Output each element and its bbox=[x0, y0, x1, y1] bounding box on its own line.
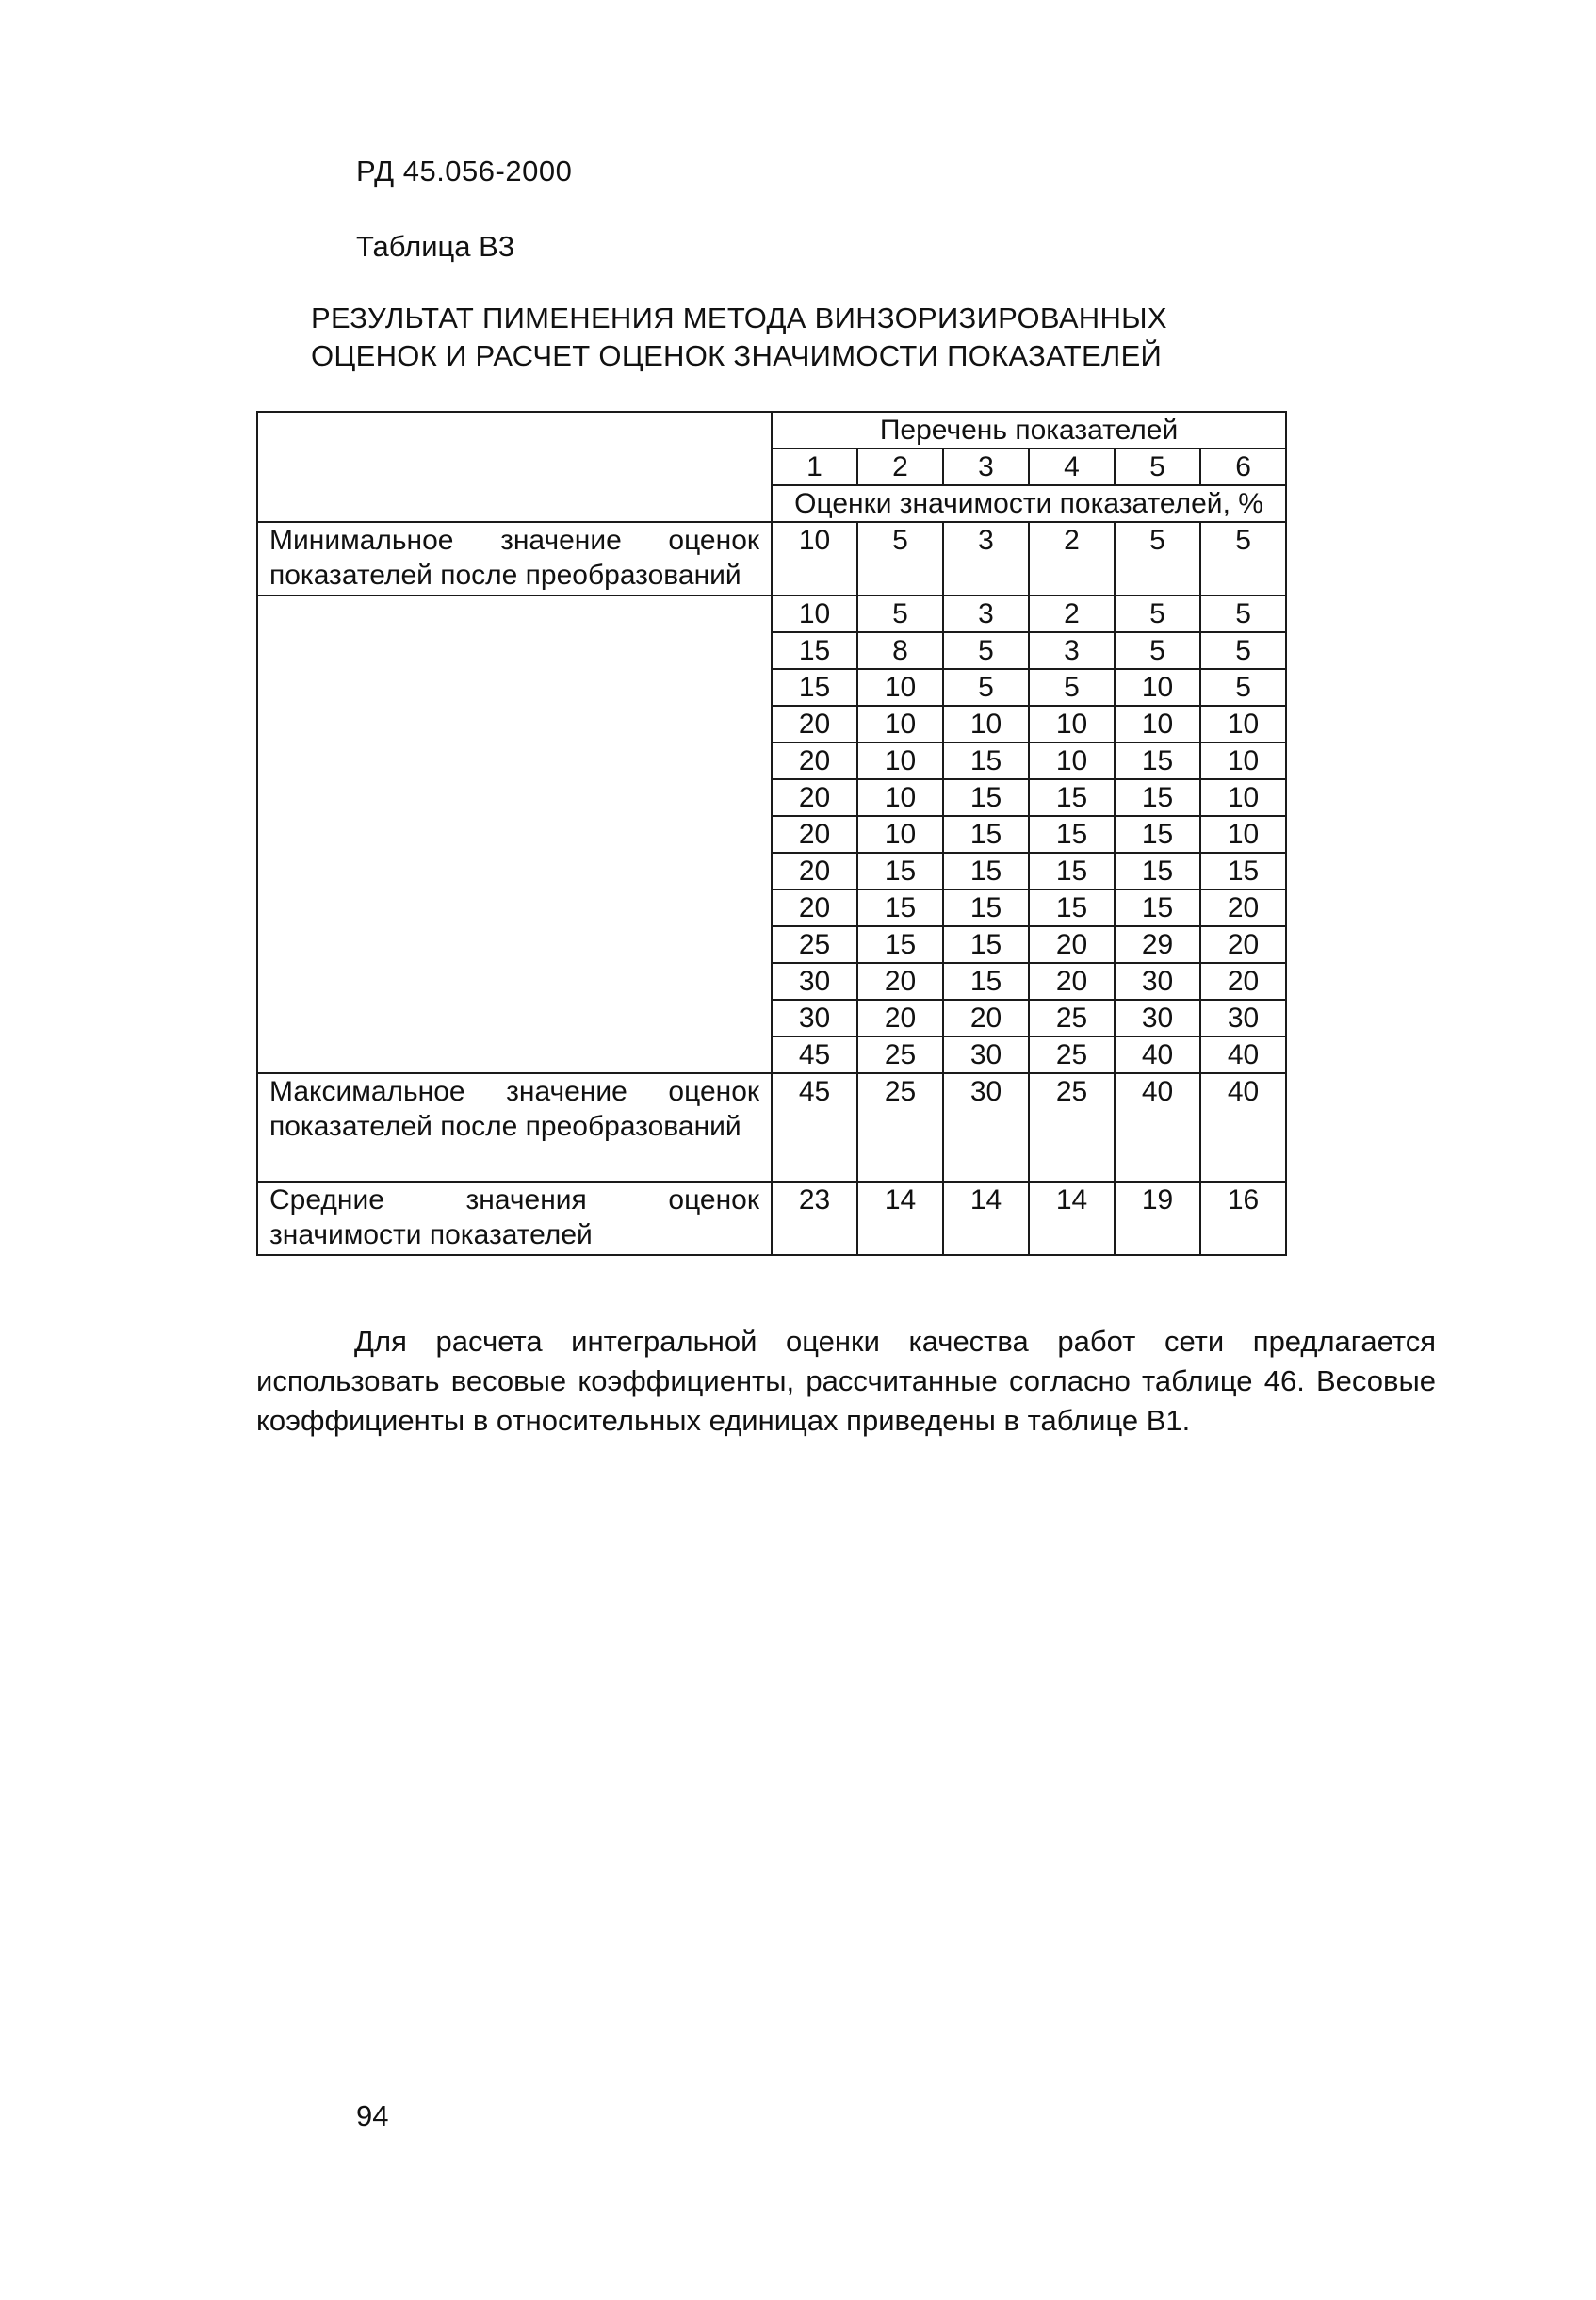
avg-value-cell: 14 bbox=[943, 1182, 1029, 1255]
table-cell: 10 bbox=[857, 742, 943, 779]
table-cell: 15 bbox=[1200, 853, 1286, 889]
max-value-cell: 25 bbox=[1029, 1073, 1115, 1182]
table-cell: 20 bbox=[1200, 889, 1286, 926]
avg-value-cell: 23 bbox=[772, 1182, 857, 1255]
table-cell: 15 bbox=[1029, 853, 1115, 889]
table-cell: 20 bbox=[772, 816, 857, 853]
table-cell: 20 bbox=[857, 963, 943, 1000]
column-number-cell: 3 bbox=[943, 449, 1029, 485]
table-cell: 25 bbox=[772, 926, 857, 963]
min-value-cell: 3 bbox=[943, 522, 1029, 595]
table-cell: 5 bbox=[943, 669, 1029, 706]
table-cell: 15 bbox=[857, 889, 943, 926]
max-value-cell: 25 bbox=[857, 1073, 943, 1182]
min-values-row bbox=[257, 522, 1286, 595]
table-cell: 29 bbox=[1115, 926, 1200, 963]
table-cell: 20 bbox=[943, 1000, 1029, 1036]
min-label-cell: Минимальное значение оценок показателей после преобразований bbox=[257, 522, 772, 595]
min-value-cell: 5 bbox=[857, 522, 943, 595]
avg-value-cell: 14 bbox=[1029, 1182, 1115, 1255]
table-cell: 20 bbox=[1029, 926, 1115, 963]
table-cell: 30 bbox=[772, 1000, 857, 1036]
table-cell: 5 bbox=[1115, 632, 1200, 669]
table-cell: 30 bbox=[1115, 963, 1200, 1000]
table-cell: 15 bbox=[857, 853, 943, 889]
table-cell: 15 bbox=[857, 926, 943, 963]
table-cell: 25 bbox=[857, 1036, 943, 1073]
table-cell: 10 bbox=[1200, 816, 1286, 853]
table-title-line-1: РЕЗУЛЬТАТ ПИМЕНЕНИЯ МЕТОДА ВИНЗОРИЗИРОВАННЫХ bbox=[311, 302, 1167, 334]
table-cell: 30 bbox=[772, 963, 857, 1000]
table-cell: 15 bbox=[1029, 889, 1115, 926]
table-cell: 25 bbox=[1029, 1000, 1115, 1036]
avg-value-cell: 16 bbox=[1200, 1182, 1286, 1255]
table-title bbox=[311, 300, 1167, 375]
table-cell: 15 bbox=[1115, 853, 1200, 889]
table-cell: 15 bbox=[943, 963, 1029, 1000]
table-cell: 15 bbox=[1029, 816, 1115, 853]
table-cell: 5 bbox=[1200, 632, 1286, 669]
max-label-cell: Максимальное значение оценок показателей после преобразований bbox=[257, 1073, 772, 1182]
table-cell: 15 bbox=[943, 779, 1029, 816]
max-value-cell: 40 bbox=[1200, 1073, 1286, 1182]
table-cell: 20 bbox=[772, 706, 857, 742]
max-value-cell: 40 bbox=[1115, 1073, 1200, 1182]
table-cell: 20 bbox=[1029, 963, 1115, 1000]
max-value-cell: 30 bbox=[943, 1073, 1029, 1182]
table-cell: 15 bbox=[1115, 779, 1200, 816]
table-cell: 15 bbox=[1115, 816, 1200, 853]
max-value-cell: 45 bbox=[772, 1073, 857, 1182]
body-paragraph bbox=[256, 1322, 1436, 1441]
subheader-cell: Оценки значимости показателей, % bbox=[772, 485, 1286, 522]
avg-value-cell: 19 bbox=[1115, 1182, 1200, 1255]
table-cell: 15 bbox=[943, 889, 1029, 926]
table-cell: 15 bbox=[1115, 889, 1200, 926]
table-corner-cell bbox=[257, 412, 772, 522]
table-cell: 15 bbox=[943, 816, 1029, 853]
table-cell: 20 bbox=[772, 853, 857, 889]
table-cell: 10 bbox=[857, 669, 943, 706]
group-header-cell: Перечень показателей bbox=[772, 412, 1286, 449]
table-cell: 10 bbox=[1029, 706, 1115, 742]
table-cell: 15 bbox=[772, 669, 857, 706]
table-cell: 5 bbox=[1029, 669, 1115, 706]
table-cell: 10 bbox=[857, 816, 943, 853]
table-cell: 20 bbox=[772, 742, 857, 779]
table-cell: 10 bbox=[1200, 742, 1286, 779]
table-cell: 10 bbox=[772, 595, 857, 632]
table-cell: 30 bbox=[943, 1036, 1029, 1073]
table-cell: 25 bbox=[1029, 1036, 1115, 1073]
document-code: РД 45.056-2000 bbox=[356, 155, 573, 188]
table-cell: 2 bbox=[1029, 595, 1115, 632]
table-cell: 30 bbox=[1115, 1000, 1200, 1036]
table-cell: 3 bbox=[1029, 632, 1115, 669]
table-cell: 10 bbox=[943, 706, 1029, 742]
table-cell: 10 bbox=[1029, 742, 1115, 779]
table-cell: 15 bbox=[1115, 742, 1200, 779]
table-cell: 20 bbox=[1200, 963, 1286, 1000]
column-number-cell: 6 bbox=[1200, 449, 1286, 485]
table-cell: 40 bbox=[1200, 1036, 1286, 1073]
avg-value-cell: 14 bbox=[857, 1182, 943, 1255]
table-cell: 10 bbox=[857, 706, 943, 742]
table-cell: 15 bbox=[943, 853, 1029, 889]
table-cell: 5 bbox=[857, 595, 943, 632]
table-cell: 10 bbox=[1200, 779, 1286, 816]
table-cell: 10 bbox=[1115, 706, 1200, 742]
column-number-cell: 5 bbox=[1115, 449, 1200, 485]
data-table bbox=[256, 411, 1287, 1256]
table-cell: 15 bbox=[943, 742, 1029, 779]
table-cell: 5 bbox=[1200, 669, 1286, 706]
table-row bbox=[257, 595, 1286, 632]
table-cell: 3 bbox=[943, 595, 1029, 632]
min-value-cell: 10 bbox=[772, 522, 857, 595]
table-cell: 20 bbox=[772, 779, 857, 816]
table-cell: 45 bbox=[772, 1036, 857, 1073]
table-cell: 5 bbox=[1115, 595, 1200, 632]
table-cell: 8 bbox=[857, 632, 943, 669]
column-number-cell: 4 bbox=[1029, 449, 1115, 485]
avg-label-cell: Средние значения оценок значимости показателей bbox=[257, 1182, 772, 1255]
table-cell: 10 bbox=[857, 779, 943, 816]
table-cell: 10 bbox=[1200, 706, 1286, 742]
column-number-cell: 1 bbox=[772, 449, 857, 485]
table-cell: 10 bbox=[1115, 669, 1200, 706]
table-cell: 30 bbox=[1200, 1000, 1286, 1036]
table-cell: 5 bbox=[943, 632, 1029, 669]
table-cell: 20 bbox=[1200, 926, 1286, 963]
empty-label-cell bbox=[257, 595, 772, 1073]
table-cell: 15 bbox=[943, 926, 1029, 963]
table-cell: 15 bbox=[772, 632, 857, 669]
avg-values-row bbox=[257, 1182, 1286, 1255]
body-paragraph-text: Для расчета интегральной оценки качества работ сети предлагается использовать весовые коэффициенты, рассчитанные согласно таблице 46. Весовые коэффициенты в относительных единицах приведены в таблице В1. bbox=[256, 1325, 1436, 1437]
table-label: Таблица В3 bbox=[356, 230, 515, 263]
table-cell: 5 bbox=[1200, 595, 1286, 632]
table-header-row bbox=[257, 412, 1286, 449]
table-cell: 15 bbox=[1029, 779, 1115, 816]
table-cell: 20 bbox=[772, 889, 857, 926]
min-value-cell: 5 bbox=[1200, 522, 1286, 595]
min-value-cell: 5 bbox=[1115, 522, 1200, 595]
table-title-line-2: ОЦЕНОК И РАСЧЕТ ОЦЕНОК ЗНАЧИМОСТИ ПОКАЗАТЕЛЕЙ bbox=[311, 339, 1163, 372]
table-cell: 20 bbox=[857, 1000, 943, 1036]
column-number-cell: 2 bbox=[857, 449, 943, 485]
min-value-cell: 2 bbox=[1029, 522, 1115, 595]
max-values-row bbox=[257, 1073, 1286, 1182]
table-cell: 40 bbox=[1115, 1036, 1200, 1073]
page-number: 94 bbox=[356, 2099, 389, 2132]
